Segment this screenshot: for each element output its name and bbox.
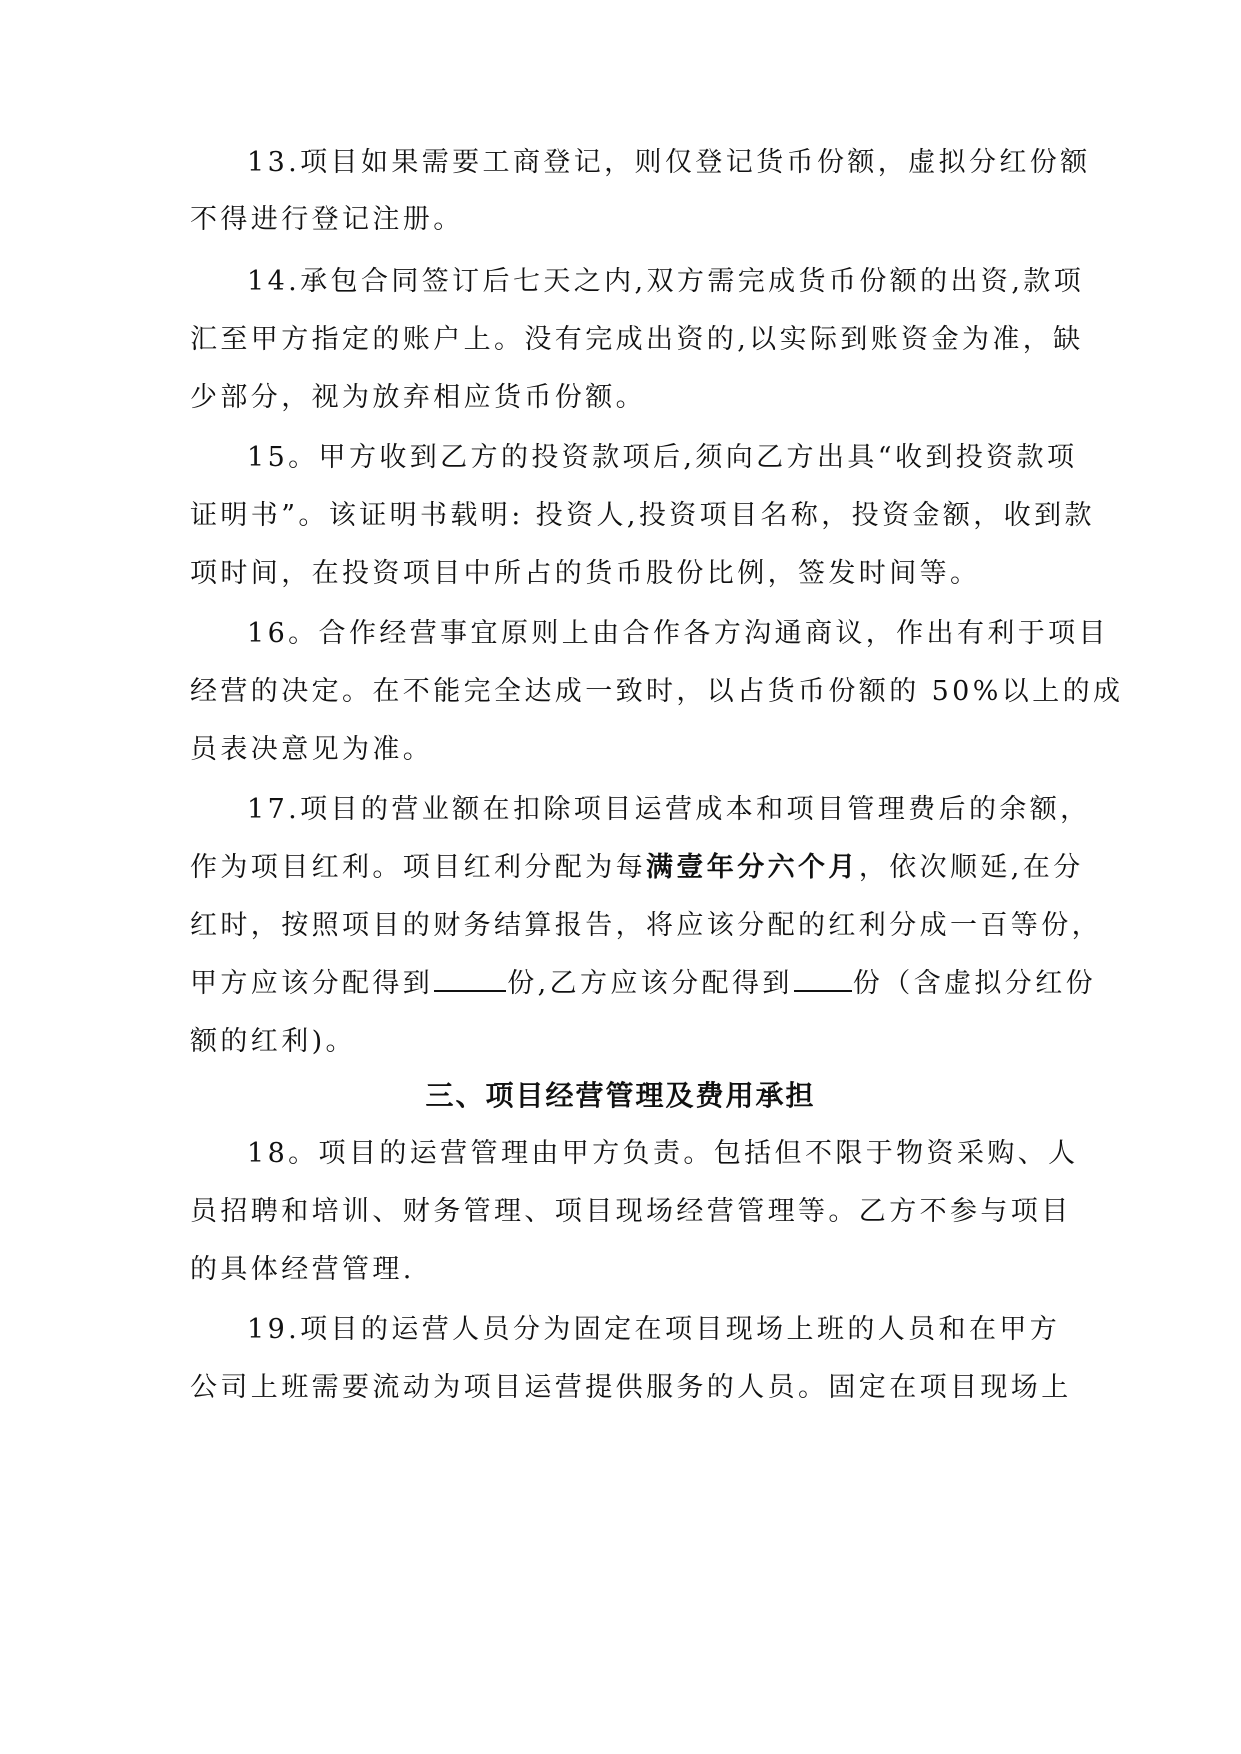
section-3-heading: 三、项目经营管理及费用承担 [425, 1079, 816, 1112]
clause-17-line-2 [190, 848, 1084, 888]
clause-14-line-1: 14.承包合同签订后七天之内,双方需完成货币份额的出资,款项 [247, 266, 1085, 297]
clause-15-line-3: 项时间，在投资项目中所占的货币股份比例，签发时间等。 [190, 558, 981, 589]
clause-19-line-1: 19.项目的运营人员分为固定在项目现场上班的人员和在甲方 [247, 1314, 1061, 1345]
clause-19-line-2: 公司上班需要流动为项目运营提供服务的人员。固定在项目现场上 [190, 1372, 1072, 1403]
clause-13-line-1: 13.项目如果需要工商登记，则仅登记货币份额，虚拟分红份额 [247, 147, 1091, 178]
clause-14-line-3: 少部分，视为放弃相应货币份额。 [190, 382, 646, 413]
clause-17-line-2-end: ，依次顺延,在分 [858, 852, 1084, 883]
clause-18-line-3: 的具体经营管理. [190, 1254, 415, 1285]
clause-16-line-3: 员表决意见为准。 [190, 734, 434, 765]
clause-18-line-2: 员招聘和培训、财务管理、项目现场经营管理等。乙方不参与项目 [190, 1196, 1072, 1227]
clause-17-line-5: 额的红利)。 [190, 1026, 356, 1057]
clause-18-line-1: 18。项目的运营管理由甲方负责。包括但不限于物资采购、人 [247, 1138, 1079, 1169]
clause-17-line-4 [190, 964, 1096, 1004]
clause-16-line-1: 16。合作经营事宜原则上由合作各方沟通商议，作出有利于项目 [247, 618, 1109, 649]
clause-17-line-4-end: 份（含虚拟分红份 [852, 968, 1096, 999]
party-b-share-blank [794, 964, 852, 992]
clause-17-line-1: 17.项目的营业额在扣除项目运营成本和项目管理费后的余额， [247, 794, 1091, 825]
clause-16-line-2: 经营的决定。在不能完全达成一致时，以占货币份额的 50%以上的成 [190, 676, 1124, 707]
clause-15-line-2: 证明书”。该证明书载明: 投资人,投资项目名称，投资金额，收到款 [190, 500, 1095, 531]
party-a-share-label: 甲方应该分配得到 [190, 968, 434, 999]
clause-13-line-2: 不得进行登记注册。 [190, 204, 464, 235]
clause-14-line-2: 汇至甲方指定的账户上。没有完成出资的,以实际到账资金为准，缺 [190, 324, 1084, 355]
party-a-share-blank [434, 964, 506, 992]
party-b-share-label: 份,乙方应该分配得到 [507, 968, 793, 999]
distribution-period-emphasis: 满壹年分六个月 [646, 852, 859, 883]
clause-17-line-3: 红时，按照项目的财务结算报告，将应该分配的红利分成一百等份， [190, 910, 1102, 941]
clause-17-line-2-start: 作为项目红利。项目红利分配为每 [190, 852, 646, 883]
clause-15-line-1: 15。甲方收到乙方的投资款项后,须向乙方出具“收到投资款项 [247, 442, 1078, 473]
